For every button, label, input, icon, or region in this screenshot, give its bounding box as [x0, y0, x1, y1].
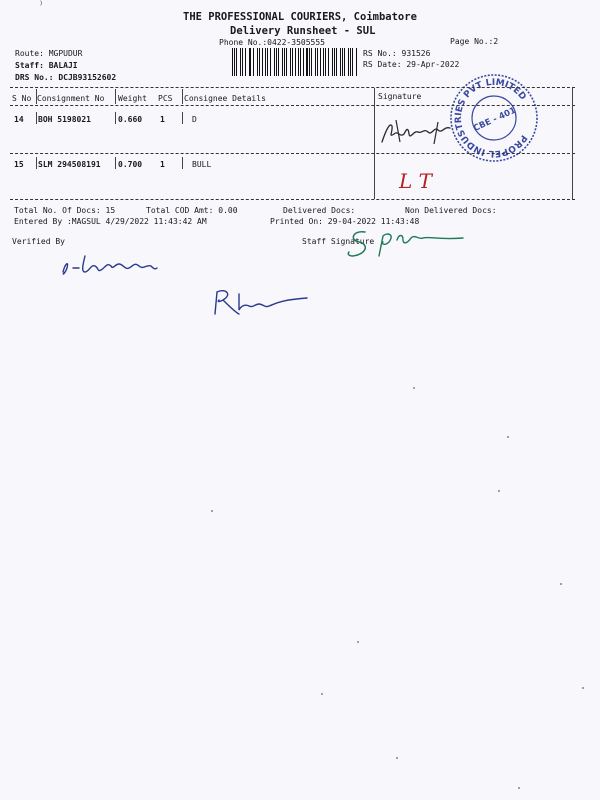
- drs-number: DRS No.: DCJB93152602: [15, 73, 117, 82]
- row15-mark-text: L T: [399, 169, 432, 193]
- table-bottom-border: [10, 199, 575, 200]
- col-header-signature: Signature: [378, 92, 422, 101]
- barcode-bar: [306, 48, 307, 76]
- second-signature: [205, 286, 315, 320]
- barcode-bar: [325, 48, 326, 76]
- scan-speck: [357, 641, 359, 643]
- scan-speck: [560, 583, 562, 585]
- total-docs: Total No. Of Docs: 15: [14, 206, 116, 215]
- col-header-consignee: Consignee Details: [184, 94, 266, 103]
- col-header-sno: S No: [12, 94, 32, 103]
- scan-speck: [582, 687, 584, 689]
- barcode-bar: [240, 48, 241, 76]
- barcode-bar: [245, 48, 246, 76]
- table-header-border: [10, 105, 575, 106]
- row-sep: [182, 157, 183, 169]
- header-sep: [115, 89, 116, 104]
- header-sep: [36, 89, 37, 104]
- route: Route: MGPUDUR: [15, 49, 83, 58]
- barcode-bar: [290, 48, 291, 76]
- scan-speck: [518, 787, 520, 789]
- rs-date: RS Date: 29-Apr-2022: [363, 60, 460, 69]
- stamp-center-text: CBE - 401: [472, 105, 518, 135]
- table-top-border: [10, 87, 575, 88]
- row-sep: [182, 112, 183, 124]
- row14-consignment: BOH 5198021: [38, 115, 91, 124]
- printed-on: Printed On: 29-04-2022 11:43:48: [270, 217, 420, 226]
- row14-sno: 14: [14, 115, 24, 124]
- staff-signature-label: Staff Signature: [302, 237, 375, 246]
- scan-speck: [498, 490, 500, 492]
- signature-column-divider: [374, 88, 375, 199]
- staff-name: Staff: BALAJI: [15, 61, 78, 70]
- row15-consignment: SLM 294508191: [38, 160, 101, 169]
- row15-sno: 15: [14, 160, 24, 169]
- barcode-bar: [315, 48, 316, 76]
- page-number: Page No.:2: [450, 37, 499, 46]
- total-cod: Total COD Amt: 0.00: [146, 206, 238, 215]
- barcode-bar: [352, 48, 353, 76]
- barcode-bar: [270, 48, 271, 76]
- table-right-border: [572, 88, 573, 199]
- company-name: THE PROFESSIONAL COURIERS, Coimbatore: [183, 11, 417, 23]
- barcode: [232, 48, 358, 76]
- barcode-bar: [298, 48, 299, 76]
- col-header-weight: Weight: [118, 94, 147, 103]
- row15-weight: 0.700: [118, 160, 143, 169]
- entered-by: Entered By :MAGSUL 4/29/2022 11:43:42 AM: [14, 217, 207, 226]
- barcode-bar: [332, 48, 333, 76]
- barcode-bar: [253, 48, 254, 76]
- scan-speck: [211, 510, 213, 512]
- scan-speck: [396, 757, 398, 759]
- delivered-docs: Delivered Docs:: [283, 206, 356, 215]
- row14-weight: 0.660: [118, 115, 143, 124]
- row14-consignee: D: [192, 115, 197, 124]
- barcode-bar: [340, 48, 341, 76]
- non-delivered-docs: Non Delivered Docs:: [405, 206, 497, 215]
- row15-handwritten-mark: [395, 164, 445, 198]
- row-sep: [36, 157, 37, 169]
- barcode-bar: [344, 48, 345, 76]
- phone-number: Phone No.:0422-3505555: [219, 38, 325, 47]
- barcode-bar: [278, 48, 279, 76]
- scan-speck: [321, 693, 323, 695]
- document-title: Delivery Runsheet - SUL: [230, 25, 376, 37]
- barcode-bar: [232, 48, 233, 76]
- col-header-consignment: Consignment No: [37, 94, 105, 103]
- staff-signature: [345, 226, 470, 262]
- company-stamp: [448, 72, 540, 164]
- col-header-pcs: PCS: [158, 94, 173, 103]
- row15-pcs: 1: [160, 160, 165, 169]
- verified-by-label: Verified By: [12, 237, 65, 246]
- barcode-bar: [286, 48, 287, 76]
- row-divider: [10, 153, 575, 154]
- row-sep: [115, 112, 116, 124]
- row-sep: [115, 157, 116, 169]
- scan-speck: [413, 387, 415, 389]
- stamp-ring-text: PROPEL INDUSTRIES PVT LIMITED: [453, 77, 529, 159]
- row-sep: [36, 112, 37, 124]
- rs-number: RS No.: 931526: [363, 49, 431, 58]
- header-sep: [182, 89, 183, 104]
- scan-mark: ⁾: [38, 0, 45, 11]
- barcode-bar: [311, 48, 312, 76]
- verifier-signature: [55, 250, 165, 280]
- barcode-bar: [265, 48, 266, 76]
- row14-pcs: 1: [160, 115, 165, 124]
- row14-signature: [378, 112, 458, 150]
- row15-consignee: BULL: [192, 160, 212, 169]
- scan-speck: [507, 436, 509, 438]
- barcode-bar: [257, 48, 258, 76]
